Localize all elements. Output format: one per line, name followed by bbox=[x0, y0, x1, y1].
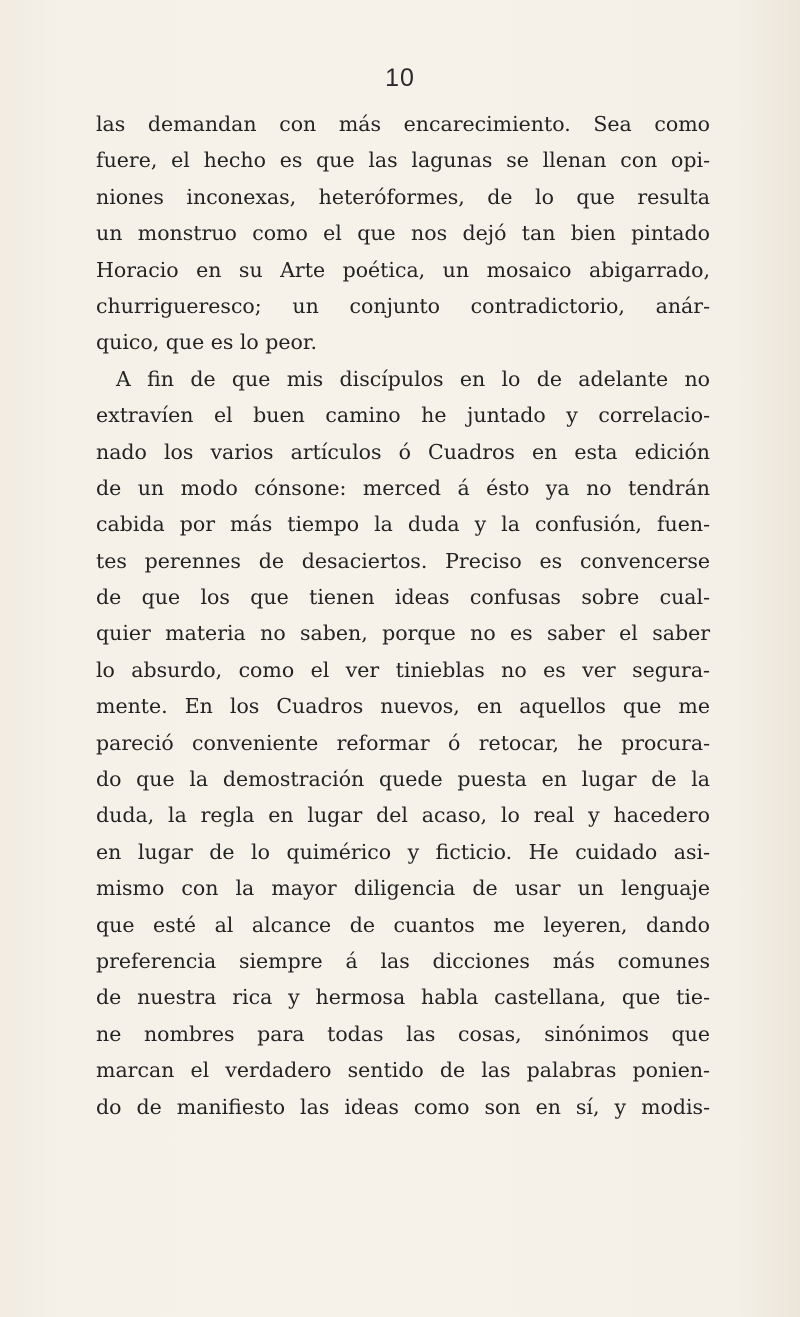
text-line: marcan el verdadero sentido de las palabras ponien- bbox=[96, 1058, 710, 1083]
text-line: do de manifiesto las ideas como son en sí, y modis- bbox=[96, 1094, 710, 1119]
text-line: Horacio en su Arte poética, un mosaico abigarrado, bbox=[96, 257, 710, 282]
text-line: churrigueresco; un conjunto contradictorio, anár- bbox=[96, 293, 710, 318]
text-line: de nuestra rica y hermosa habla castellana, que tie- bbox=[96, 985, 710, 1010]
text-line: un monstruo como el que nos dejó tan bien pintado bbox=[96, 221, 710, 246]
text-line: niones inconexas, heteróformes, de lo que resulta bbox=[96, 184, 710, 209]
text-line: de un modo cónsone: merced á ésto ya no tendrán bbox=[96, 475, 710, 500]
text-line: de que los que tienen ideas confusas sobre cual- bbox=[96, 585, 710, 610]
text-line: preferencia siempre á las dicciones más comunes bbox=[96, 948, 710, 973]
text-line: pareció conveniente reformar ó retocar, he procura- bbox=[96, 730, 710, 755]
text-line: cabida por más tiempo la duda y la confusión, fuen- bbox=[96, 512, 710, 537]
text-line: tes perennes de desaciertos. Preciso es convencerse bbox=[96, 548, 710, 573]
text-line: mente. En los Cuadros nuevos, en aquellos que me bbox=[96, 694, 710, 719]
text-line: lo absurdo, como el ver tinieblas no es ver segura- bbox=[96, 657, 710, 682]
text-line: nado los varios artículos ó Cuadros en esta edición bbox=[96, 439, 710, 464]
paragraph-start-line: A fin de que mis discípulos en lo de adelante no bbox=[116, 366, 710, 391]
text-line: las demandan con más encarecimiento. Sea como bbox=[96, 112, 710, 136]
page-number: 10 bbox=[385, 64, 415, 92]
text-line: mismo con la mayor diligencia de usar un lenguaje bbox=[96, 876, 710, 901]
text-line: extravíen el buen camino he juntado y correlacio- bbox=[96, 403, 710, 428]
text-line: do que la demostración quede puesta en lugar de la bbox=[96, 767, 710, 792]
text-line: ne nombres para todas las cosas, sinónimos que bbox=[96, 1021, 710, 1046]
text-line: que esté al alcance de cuantos me leyeren, dando bbox=[96, 912, 710, 937]
text-line: en lugar de lo quimérico y ficticio. He cuidado asi- bbox=[96, 839, 710, 864]
text-line: duda, la regla en lugar del acaso, lo real y hacedero bbox=[96, 803, 710, 828]
text-line: fuere, el hecho es que las lagunas se llenan con opi- bbox=[96, 148, 710, 173]
body-text bbox=[96, 106, 710, 1125]
text-line: quier materia no saben, porque no es saber el saber bbox=[96, 621, 710, 646]
paragraph-end-line: quico, que es lo peor. bbox=[96, 330, 317, 355]
